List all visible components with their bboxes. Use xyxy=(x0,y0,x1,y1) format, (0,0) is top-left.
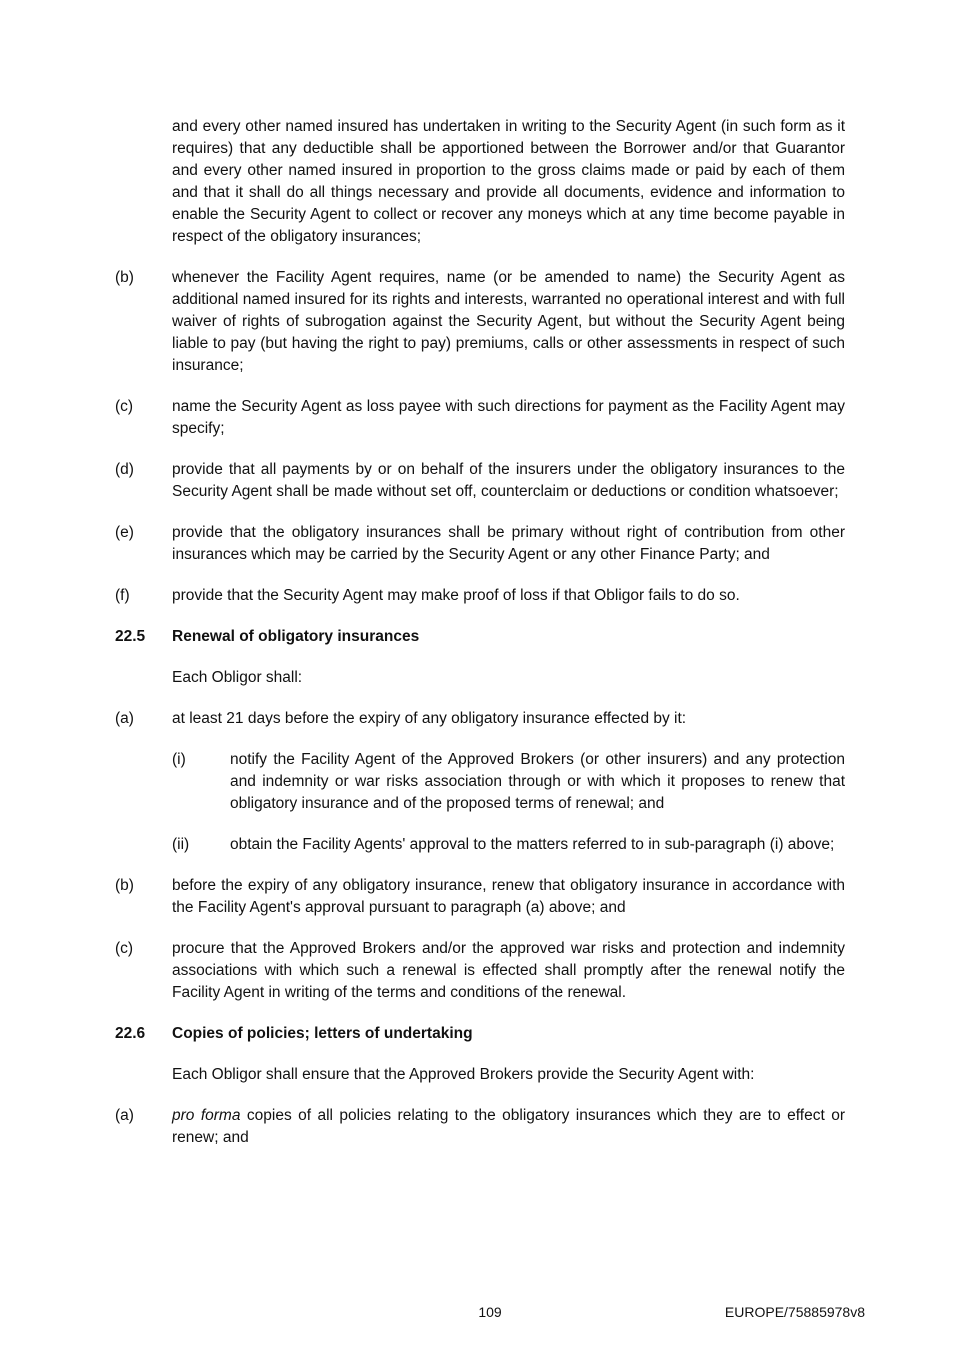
sub-item-ii xyxy=(0,834,965,856)
list-label: (a) xyxy=(115,1107,134,1124)
section-title: Copies of policies; letters of undertaking xyxy=(172,1025,473,1042)
list-text: name the Security Agent as loss payee with such directions for payment as the Facility Agent may specify; xyxy=(172,398,845,437)
list-text: procure that the Approved Brokers and/or the approved war risks and protection and indemnity associations with which such a renewal is effected shall promptly after the renewal notify the Facility Agent in writing of the terms and conditions of the renewal. xyxy=(172,940,845,1001)
list-label: (f) xyxy=(115,587,130,604)
list-text-rest: copies of all policies relating to the obligatory insurances which they are to effect or renew; and xyxy=(172,1107,845,1146)
italic-term: pro forma xyxy=(172,1107,241,1124)
list-item-f xyxy=(0,585,965,607)
list-label: (c) xyxy=(115,398,134,415)
list-text: provide that all payments by or on behalf of the insurers under the obligatory insurances to the Security Agent shall be made without set off, counterclaim or deductions or condition whatsoever; xyxy=(172,461,845,500)
list-item-a xyxy=(0,1105,965,1149)
list-text: provide that the Security Agent may make proof of loss if that Obligor fails to do so. xyxy=(172,587,740,604)
list-text: before the expiry of any obligatory insurance, renew that obligatory insurance in accordance with the Facility Agent's approval pursuant to paragraph (a) above; and xyxy=(172,877,845,916)
list-text xyxy=(172,1105,845,1149)
list-label: (d) xyxy=(115,461,134,478)
paragraph-text: and every other named insured has undertaken in writing to the Security Agent (in such form as it requires) that any deductible shall be apportioned between the Borrower and/or that Guarantor and every other named insured in proportion to the gross claims made or paid by each of them and that it shall do all things necessary and provide all documents, evidence and information to enable the Security Agent to collect or recover any moneys which at any time become payable in respect of the obligatory insurances; xyxy=(172,118,845,245)
lead-text: Each Obligor shall: xyxy=(172,669,303,686)
list-item-d xyxy=(0,459,965,503)
list-label: (b) xyxy=(115,877,134,894)
page-number: 109 xyxy=(478,1304,502,1320)
paragraph-continuation xyxy=(0,116,965,248)
list-item-a xyxy=(0,708,965,730)
list-text: at least 21 days before the expiry of any obligatory insurance effected by it: xyxy=(172,710,687,727)
list-label: (c) xyxy=(115,940,134,957)
sub-label: (i) xyxy=(172,751,186,768)
list-item-c xyxy=(0,396,965,440)
section-number: 22.5 xyxy=(115,628,146,645)
section-lead xyxy=(0,667,965,689)
list-item-e xyxy=(0,522,965,566)
document-reference: EUROPE/75885978v8 xyxy=(724,1304,865,1320)
section-heading-22-6 xyxy=(0,1023,965,1045)
list-item-b xyxy=(0,267,965,377)
list-item-c xyxy=(0,938,965,1004)
list-text: whenever the Facility Agent requires, name (or be amended to name) the Security Agent as additional named insured for its rights and interests, warranted no operational interest and with full waiver of rights of subrogation against the Security Agent, but without the Security Agent being liable to pay (but having the right to pay) premiums, calls or other assessments in respect of such insurance; xyxy=(172,269,845,374)
sub-text: notify the Facility Agent of the Approved Brokers (or other insurers) and any protection and indemnity or war risks association through or with which it proposes to renew that obligatory insurance and of the proposed terms of renewal; and xyxy=(230,751,845,812)
sub-item-i xyxy=(0,749,965,815)
list-item-b xyxy=(0,875,965,919)
list-text: provide that the obligatory insurances shall be primary without right of contribution from other insurances which may be carried by the Security Agent or any other Finance Party; and xyxy=(172,524,845,563)
section-lead xyxy=(0,1064,965,1086)
section-title: Renewal of obligatory insurances xyxy=(172,628,420,645)
list-label: (e) xyxy=(115,524,134,541)
list-label: (a) xyxy=(115,710,134,727)
lead-text: Each Obligor shall ensure that the Approved Brokers provide the Security Agent with: xyxy=(172,1066,755,1083)
list-label: (b) xyxy=(115,269,134,286)
section-heading-22-5 xyxy=(0,626,965,648)
sub-label: (ii) xyxy=(172,836,190,853)
sub-text: obtain the Facility Agents' approval to the matters referred to in sub-paragraph (i) above; xyxy=(230,836,835,853)
page-content xyxy=(0,116,965,1168)
section-number: 22.6 xyxy=(115,1025,146,1042)
